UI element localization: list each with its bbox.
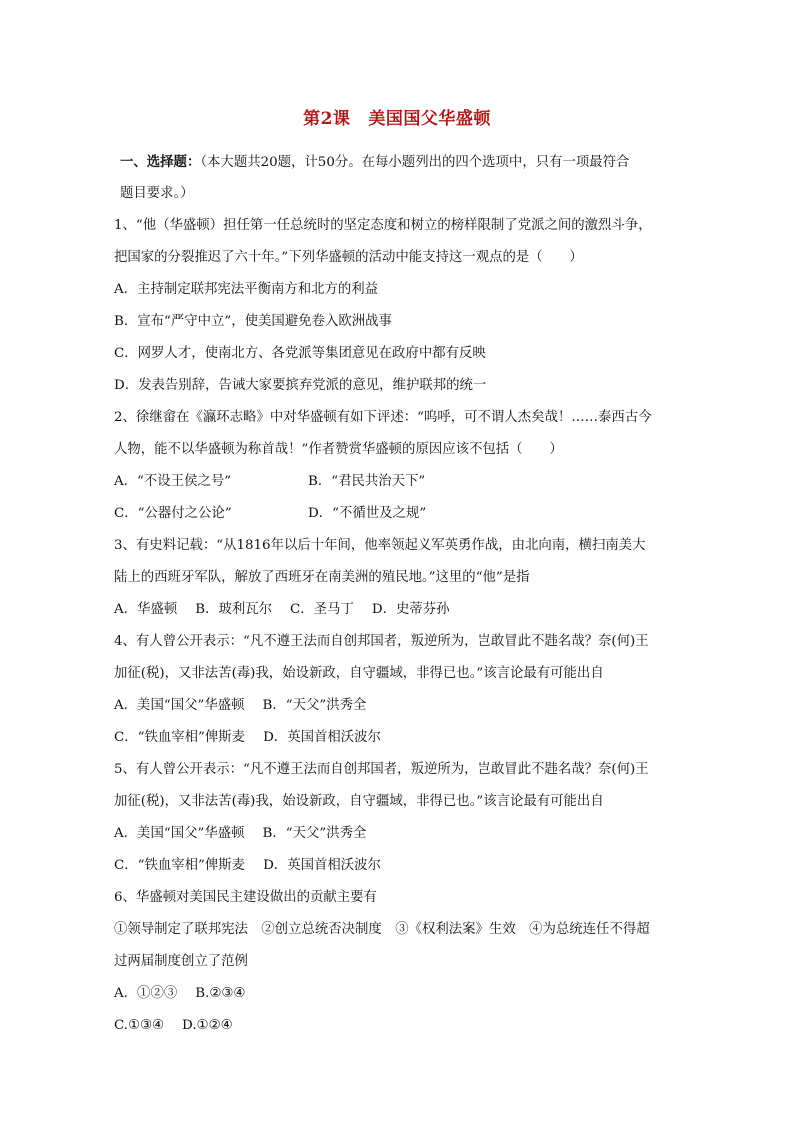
options-row <box>114 690 684 722</box>
option-d: D．发表告别辞，告诫大家要摈弃党派的意见，维护联邦的统一 <box>114 378 487 393</box>
option-c: C．“铁血宰相”俾斯麦 <box>114 730 246 745</box>
question-stem: 把国家的分裂推迟了六十年。”下列华盛顿的活动中能支持这一观点的是（ ） <box>114 250 583 265</box>
option-b: B．“君民共治天下” <box>308 474 426 489</box>
question-stem: 过两届制度创立了范例 <box>114 954 248 969</box>
question-stem: 4、有人曾公开表示：“凡不遵王法而自创邦国者，叛逆所为，岂敢冒此不韪名哉？奈(何)王 <box>114 634 649 649</box>
option-d: D．史蒂芬孙 <box>371 602 450 617</box>
option-b: B.②③④ <box>195 986 246 1001</box>
option-a: A．美国“国父”华盛顿 <box>114 826 245 841</box>
question-3 <box>114 530 684 626</box>
option-d: D.①②④ <box>182 1018 233 1033</box>
section-description-cont: 题目要求。） <box>120 186 194 201</box>
option-b: B．“天父”洪秀全 <box>262 698 367 713</box>
question-stem: 加征(税)，又非法苦(毒)我，始设新政，自守疆域，非得已也。”该言论最有可能出自 <box>114 666 604 681</box>
question-stem: 6、华盛顿对美国民主建设做出的贡献主要有 <box>114 890 377 905</box>
section-description: （本大题共20题，计50分。在每小题列出的四个选项中，只有一项最符合 <box>200 155 630 170</box>
options-row <box>114 850 684 882</box>
option-c: C．网罗人才，使南北方、各党派等集团意见在政府中都有反映 <box>114 346 486 361</box>
option-c: C．圣马丁 <box>290 602 354 617</box>
question-stem: 5、有人曾公开表示：“凡不遵王法而自创邦国者，叛逆所为，岂敢冒此不韪名哉？奈(何)王 <box>114 762 649 777</box>
option-a: A．①②③ <box>114 986 178 1001</box>
question-4 <box>114 626 684 754</box>
option-b: B．玻利瓦尔 <box>195 602 273 617</box>
question-stem: 1、“他（华盛顿）担任第一任总统时的坚定态度和树立的榜样限制了党派之间的激烈斗争， <box>114 218 652 233</box>
option-c: C.①③④ <box>114 1018 165 1033</box>
option-d: D．英国首相沃波尔 <box>263 858 381 873</box>
options-row <box>114 498 684 530</box>
options-row <box>114 1010 684 1042</box>
section-header <box>114 146 684 178</box>
question-stem: 2、徐继畲在《瀛环志略》中对华盛顿有如下评述：“呜呼，可不谓人杰矣哉！……泰西古今 <box>114 410 652 425</box>
question-stem: ①领导制定了联邦宪法 ②创立总统否决制度 ③《权利法案》生效 ④为总统连任不得超 <box>114 922 650 937</box>
options-row <box>114 722 684 754</box>
options-row <box>114 594 684 626</box>
option-a: A．华盛顿 <box>114 602 178 617</box>
question-stem: 陆上的西班牙军队，解放了西班牙在南美洲的殖民地。”这里的“他”是指 <box>114 570 530 585</box>
options-row <box>114 466 684 498</box>
option-a: A．“不设王侯之号” <box>114 474 232 489</box>
option-d: D．英国首相沃波尔 <box>263 730 381 745</box>
option-b: B．“天父”洪秀全 <box>262 826 367 841</box>
option-a: A．主持制定联邦宪法平衡南方和北方的利益 <box>114 282 379 297</box>
question-5 <box>114 754 684 882</box>
document-body <box>114 146 684 1042</box>
lesson-topic: 美国国父华盛顿 <box>368 109 491 129</box>
question-1 <box>114 210 684 402</box>
option-a: A．美国“国父”华盛顿 <box>114 698 245 713</box>
question-6 <box>114 882 684 1042</box>
section-heading: 一、选择题： <box>120 154 201 170</box>
question-stem: 加征(税)，又非法苦(毒)我，始设新政，自守疆域，非得已也。”该言论最有可能出自 <box>114 794 604 809</box>
options-row <box>114 818 684 850</box>
question-2 <box>114 402 684 530</box>
question-stem: 人物，能不以华盛顿为称首哉！”作者赞赏华盛顿的原因应该不包括（ ） <box>114 442 563 457</box>
option-c: C．“铁血宰相”俾斯麦 <box>114 858 246 873</box>
option-d: D．“不循世及之规” <box>308 506 427 521</box>
option-b: B．宣布“严守中立”，使美国避免卷入欧洲战事 <box>114 314 392 329</box>
options-row <box>114 978 684 1010</box>
question-stem: 3、有史料记载：“从1816年以后十年间，他率领起义军英勇作战，由北向南，横扫南美大 <box>114 538 646 553</box>
lesson-title <box>0 104 794 129</box>
lesson-number: 第2课 <box>303 109 351 129</box>
option-c: C．“公器付之公论” <box>114 506 232 521</box>
